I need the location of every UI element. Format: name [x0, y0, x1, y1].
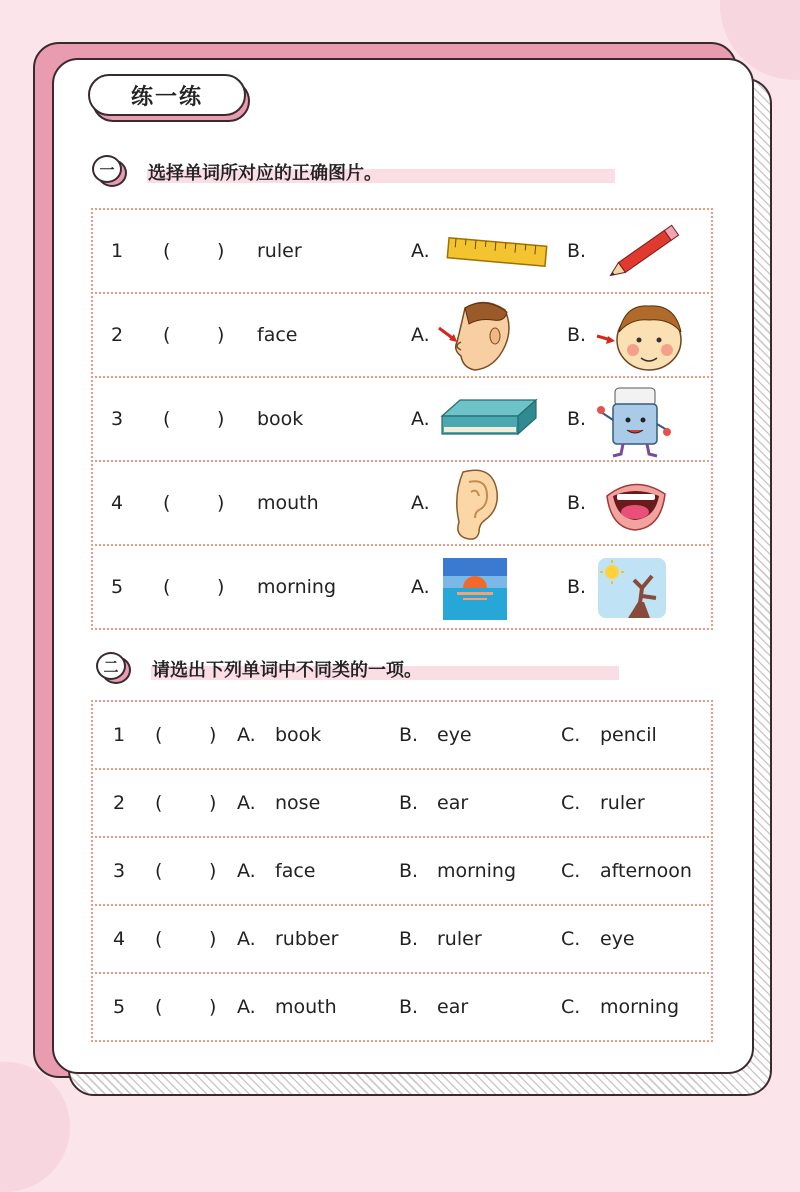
- option-a-label: A.: [237, 928, 256, 950]
- book-picture: [438, 394, 538, 444]
- sunrise-picture: [443, 558, 507, 620]
- nose-picture: [435, 298, 515, 374]
- ear-picture: [449, 466, 503, 542]
- option-a-label: A.: [237, 996, 256, 1018]
- ruler-picture: [445, 234, 549, 270]
- option-a-label: A.: [411, 324, 430, 346]
- answer-paren-open: (: [163, 240, 171, 262]
- answer-paren-close: ): [217, 492, 225, 514]
- option-c-label: C.: [561, 996, 581, 1018]
- option-a-label: A.: [411, 408, 430, 430]
- question-number: 3: [113, 860, 126, 882]
- option-b-label: B.: [567, 492, 587, 514]
- answer-paren-close: ): [209, 860, 217, 882]
- section1-number: 一: [92, 155, 122, 183]
- option-a-word: mouth: [275, 996, 337, 1018]
- question-number: 1: [111, 240, 124, 262]
- option-b-label: B.: [567, 324, 587, 346]
- question-word: morning: [257, 576, 337, 598]
- question-number: 3: [111, 408, 124, 430]
- option-a-label: A.: [411, 240, 430, 262]
- answer-paren-open: (: [155, 792, 163, 814]
- table-row: [91, 768, 713, 838]
- face-picture: [593, 296, 693, 376]
- option-b-word: ear: [437, 792, 469, 814]
- option-a-label: A.: [237, 860, 256, 882]
- answer-paren-close: ): [209, 928, 217, 950]
- question-number: 5: [111, 576, 124, 598]
- section2-instruction: 请选出下列单词中不同类的一项。: [152, 660, 422, 681]
- section1-badge: [92, 155, 128, 189]
- option-b-word: ear: [437, 996, 469, 1018]
- option-a-label: A.: [237, 792, 256, 814]
- question-number: 4: [113, 928, 126, 950]
- answer-paren-open: (: [155, 996, 163, 1018]
- option-a-label: A.: [411, 492, 430, 514]
- mouth-picture: [603, 472, 669, 534]
- answer-paren-open: (: [163, 324, 171, 346]
- option-b-label: B.: [399, 996, 419, 1018]
- option-a-word: face: [275, 860, 316, 882]
- option-b-label: B.: [567, 408, 587, 430]
- option-a-word: book: [275, 724, 322, 746]
- option-c-label: C.: [561, 860, 581, 882]
- section1-table: [91, 208, 713, 628]
- answer-paren-close: ): [209, 724, 217, 746]
- section2-header: [96, 652, 621, 686]
- answer-paren-close: ): [217, 408, 225, 430]
- table-row: [91, 904, 713, 974]
- option-a-label: A.: [237, 724, 256, 746]
- section2-table: [91, 700, 713, 1040]
- option-c-label: C.: [561, 724, 581, 746]
- table-row: [91, 376, 713, 462]
- table-row: [91, 460, 713, 546]
- question-number: 2: [113, 792, 126, 814]
- option-b-label: B.: [567, 240, 587, 262]
- option-a-label: A.: [411, 576, 430, 598]
- option-c-word: ruler: [600, 792, 645, 814]
- option-b-word: morning: [437, 860, 517, 882]
- option-a-word: rubber: [275, 928, 339, 950]
- morning-sun-picture: [598, 558, 666, 618]
- answer-paren-open: (: [163, 408, 171, 430]
- section1-instruction: 选择单词所对应的正确图片。: [148, 163, 382, 184]
- question-word: book: [257, 408, 304, 430]
- option-c-label: C.: [561, 792, 581, 814]
- page-title: 练一练: [88, 74, 246, 116]
- answer-paren-open: (: [155, 860, 163, 882]
- answer-paren-close: ): [209, 792, 217, 814]
- question-number: 5: [113, 996, 126, 1018]
- option-b-label: B.: [567, 576, 587, 598]
- option-a-word: nose: [275, 792, 321, 814]
- section2-number: 二: [96, 652, 126, 680]
- option-c-label: C.: [561, 928, 581, 950]
- option-b-label: B.: [399, 724, 419, 746]
- pencil-picture: [601, 220, 687, 284]
- question-number: 1: [113, 724, 126, 746]
- decor-circle-bottom-left: [0, 1062, 70, 1192]
- question-word: mouth: [257, 492, 319, 514]
- answer-paren-open: (: [163, 576, 171, 598]
- answer-paren-open: (: [155, 928, 163, 950]
- option-b-label: B.: [399, 928, 419, 950]
- rubber-picture: [593, 380, 673, 460]
- option-c-word: afternoon: [600, 860, 692, 882]
- option-c-word: eye: [600, 928, 635, 950]
- question-number: 2: [111, 324, 124, 346]
- table-row: [91, 544, 713, 630]
- question-word: face: [257, 324, 298, 346]
- table-row: [91, 208, 713, 294]
- question-number: 4: [111, 492, 124, 514]
- section2-badge: [96, 652, 132, 686]
- answer-paren-close: ): [217, 240, 225, 262]
- answer-paren-open: (: [163, 492, 171, 514]
- answer-paren-close: ): [217, 576, 225, 598]
- table-row: [91, 836, 713, 906]
- option-c-word: pencil: [600, 724, 657, 746]
- option-b-label: B.: [399, 792, 419, 814]
- title-pill: [88, 74, 248, 120]
- table-row: [91, 972, 713, 1042]
- answer-paren-open: (: [155, 724, 163, 746]
- table-row: [91, 292, 713, 378]
- answer-paren-close: ): [209, 996, 217, 1018]
- question-word: ruler: [257, 240, 302, 262]
- option-b-word: ruler: [437, 928, 482, 950]
- option-b-word: eye: [437, 724, 472, 746]
- option-c-word: morning: [600, 996, 680, 1018]
- section1-header: [92, 155, 617, 189]
- answer-paren-close: ): [217, 324, 225, 346]
- table-row: [91, 700, 713, 770]
- option-b-label: B.: [399, 860, 419, 882]
